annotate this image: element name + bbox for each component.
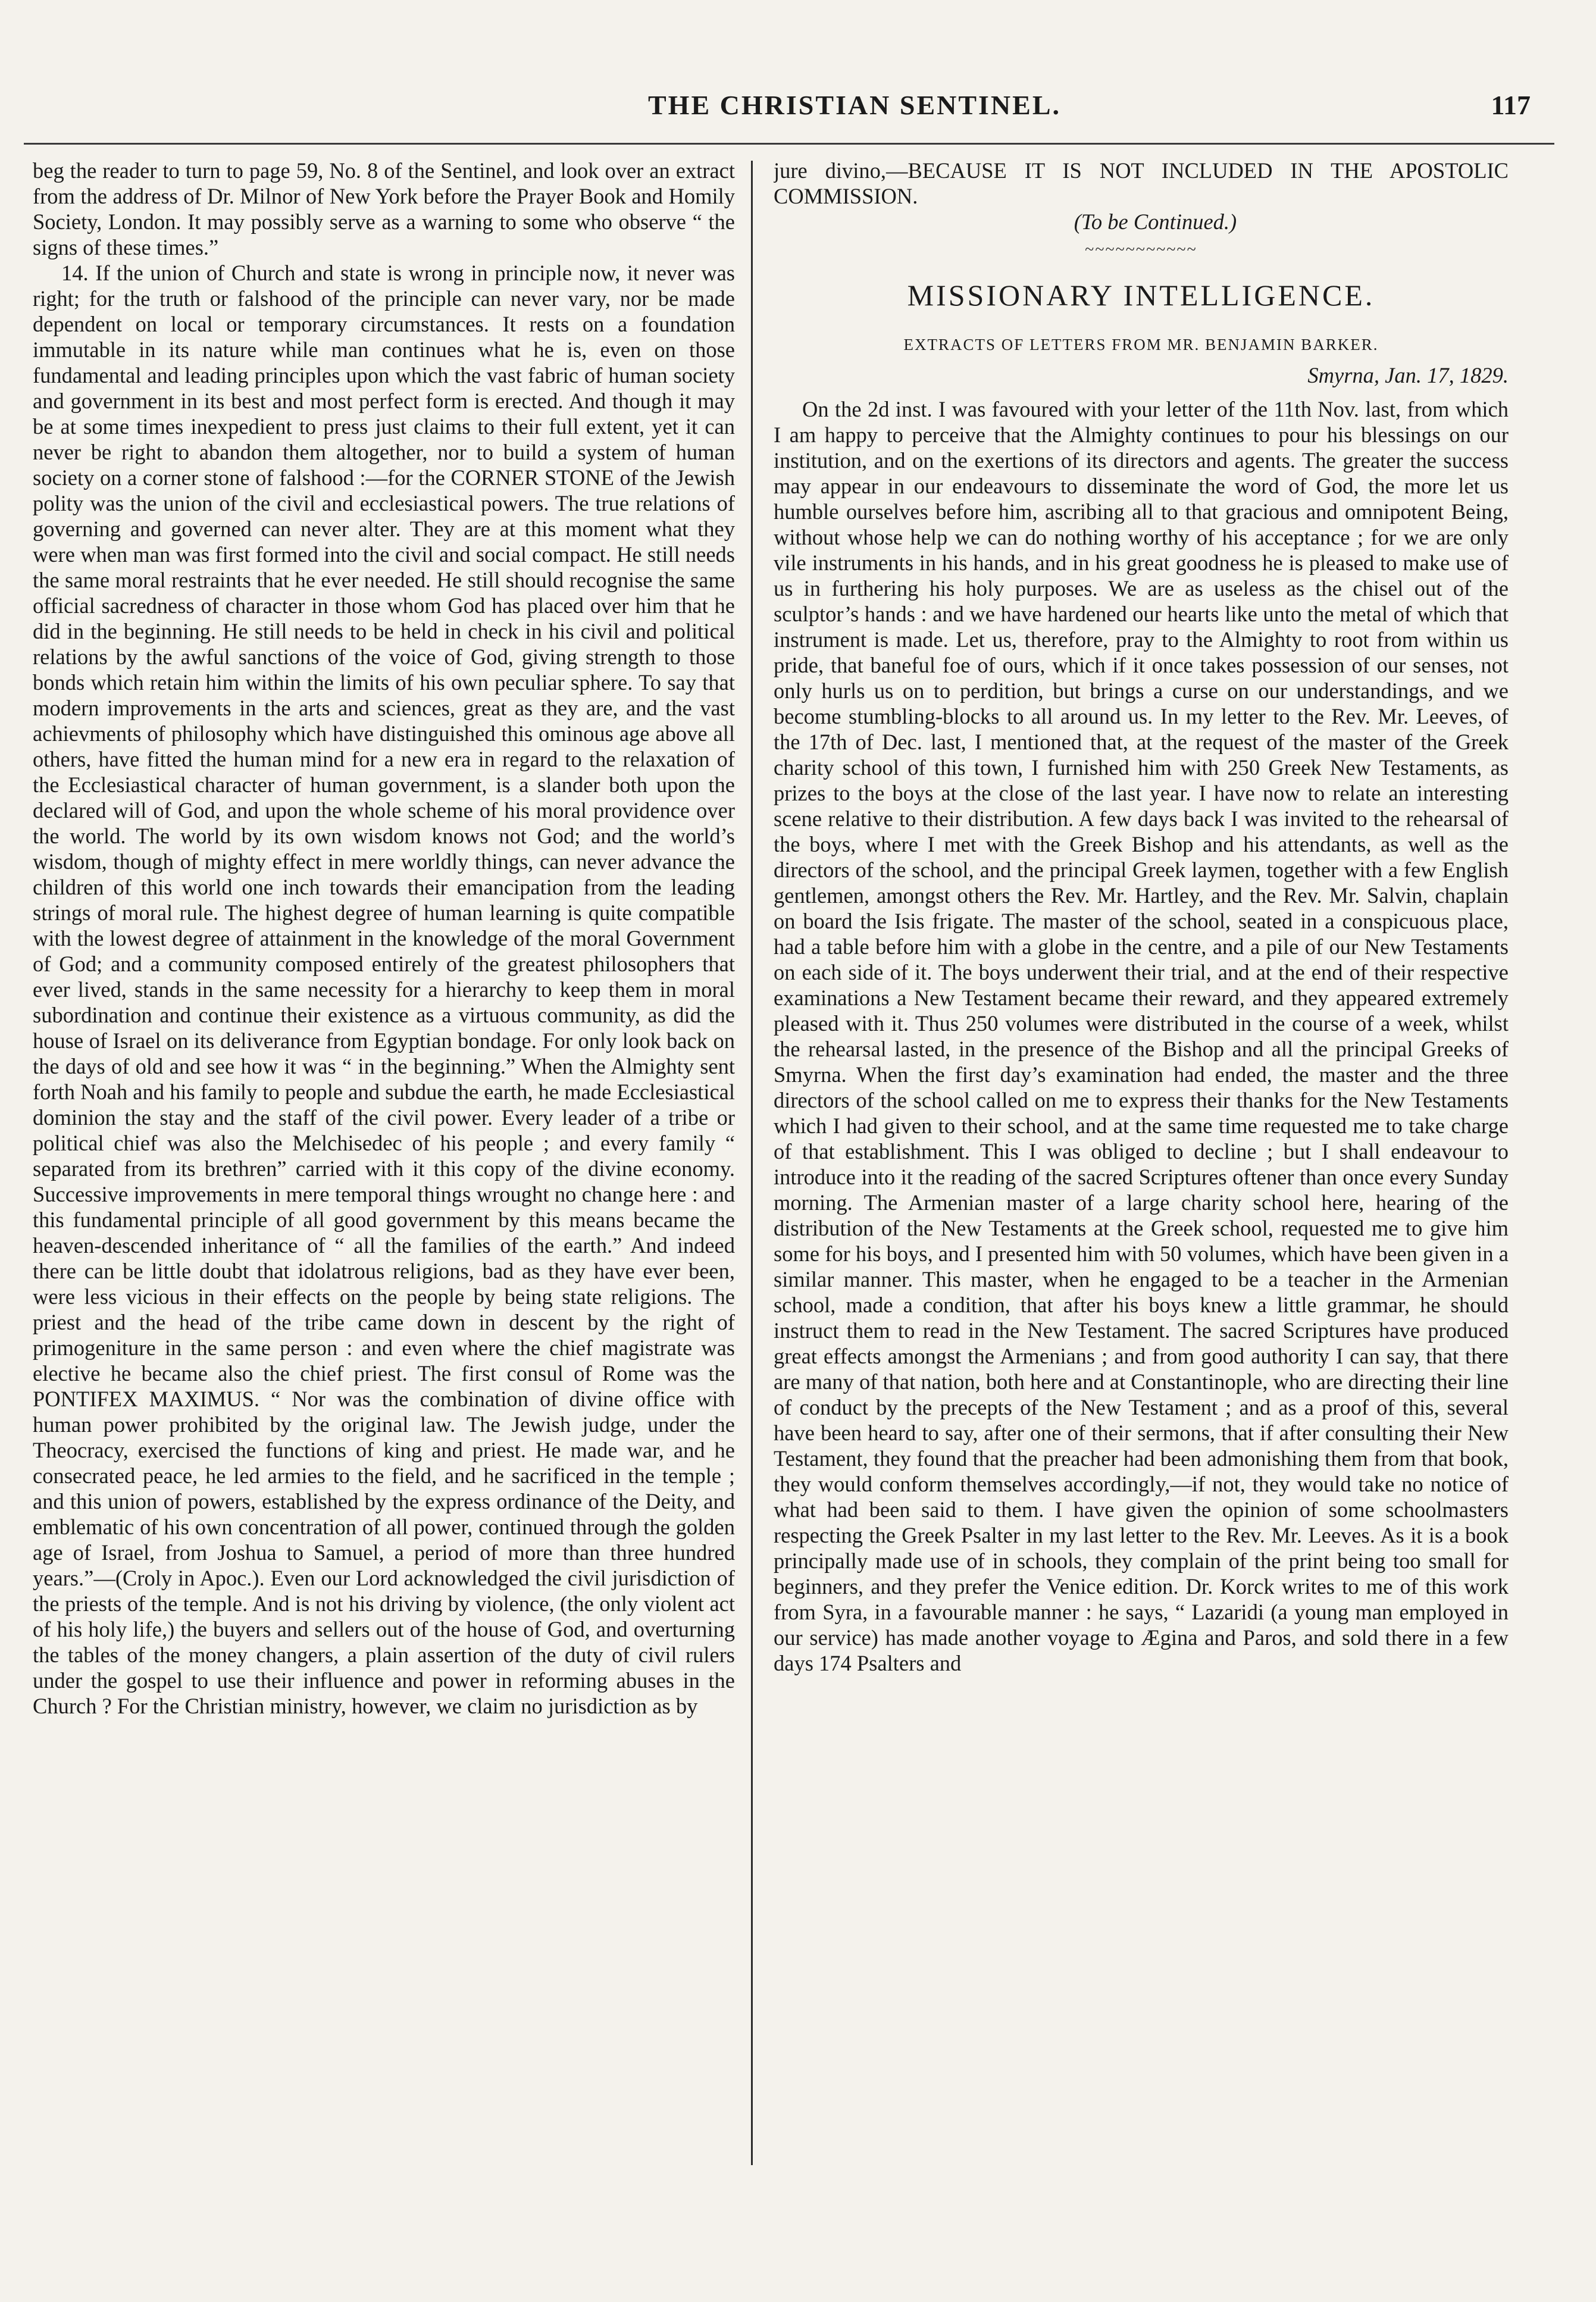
right-column: [774, 158, 1509, 2165]
left-paragraph-1: beg the reader to turn to page 59, No. 8 of the Sentinel, and look over an extract from the address of Dr. Milnor of New York before the Prayer Book and Homily Society, London. It may possibly serve as a warning to some who observe “ the signs of these times.”: [33, 158, 735, 259]
header-rule: [24, 143, 1554, 145]
to-be-continued: (To be Continued.): [1074, 209, 1237, 234]
column-divider: [751, 161, 753, 2165]
right-opening: jure divino,—BECAUSE IT IS NOT INCLUDED IN THE APOSTOLIC COMMISSION.: [774, 158, 1509, 208]
letter-body: On the 2d inst. I was favoured with your letter of the 11th Nov. last, from which I am happy to perceive that the Almighty continues to pour his blessings on our institution, and on the exertions of its directors and agents. The greater the success may appear in our endeavours to disseminate the word of God, the more let us humble ourselves before him, ascribing all to that gracious and omnipotent Being, without whose help we can do nothing worthy of his acceptance ; for we are only vile instruments in his hands, and in his great goodness he is pleased to make use of us in furthering his holy purposes. We are as useless as the chisel out of the sculptor’s hands : and we have hardened our hearts like unto the metal of which that instrument is made. Let us, therefore, pray to the Almighty to root from within us pride, that baneful foe of ours, which if it once takes possession of our senses, not only hurls us on to perdition, but brings a curse on our understandings, and we become stumbling-blocks to all around us. In my letter to the Rev. Mr. Leeves, of the 17th of Dec. last, I mentioned that, at the request of the master of the Greek charity school of this town, I furnished him with 250 Greek New Testaments, as prizes to the boys at the close of the last year. I have now to relate an interesting scene relative to their distribution. A few days back I was invited to the rehearsal of the boys, where I met with the Greek Bishop and his attendants, as well as the directors of the school, and the principal Greek laymen, together with a few English gentlemen, amongst others the Rev. Mr. Hartley, and the Rev. Mr. Salvin, chaplain on board the Isis frigate. The master of the school, seated in a conspicuous place, had a table before him with a globe in the centre, and a pile of our New Testaments on each side of it. The boys underwent their trial, and at the end of their respective examinations a New Testament became their reward, and they appeared extremely pleased with it. Thus 250 volumes were distributed in the course of a week, whilst the rehearsal lasted, in the presence of the Bishop and all the principal Greeks of Smyrna. When the first day’s examination had ended, the master and the three directors of the school called on me to express their thanks for the New Testaments which I had given to their school, and at the same time requested me to take charge of that establishment. This I was obliged to decline ; but I shall endeavour to introduce into it the reading of the sacred Scriptures oftener than once every Sunday morning. The Armenian master of a large charity school here, hearing of the distribution of the New Testaments at the Greek school, requested me to give him some for his boys, and I presented him with 50 volumes, which have been given in a similar manner. This master, when he engaged to be a teacher in the Armenian school, made a condition, that after his boys knew a little grammar, he should instruct them to read in the New Testament. The sacred Scriptures have produced great effects amongst the Armenians ; and from good authority I can say, that there are many of that nation, both here and at Constantinople, who are directing their line of conduct by the precepts of the New Testament ; and as a proof of this, several have been heard to say, after one of their sermons, that if after consulting their New Testament, they found that the preacher had been admonishing them from that book, they would conform themselves accordingly,—if not, they would take no notice of what had been said to them. I have given the opinion of some schoolmasters respecting the Greek Psalter in my last letter to the Rev. Mr. Leeves. As it is a book principally made use of in schools, they complain of the print being too small for beginners, and they prefer the Venice edition. Dr. Korck writes to me of this work from Syra, in a favourable manner : he says, “ Lazaridi (a young man employed in our service) has made another voyage to Ægina and Paros, and sold there in a few days 174 Psalters and: [774, 397, 1509, 1675]
letter-heading: EXTRACTS OF LETTERS FROM MR. BENJAMIN BARKER.: [903, 336, 1379, 354]
section-heading: MISSIONARY INTELLIGENCE.: [907, 279, 1375, 312]
page-number: 117: [1491, 90, 1531, 120]
running-head: [179, 89, 1531, 131]
dateline: Smyrna, Jan. 17, 1829.: [1307, 363, 1509, 387]
left-paragraph-2: 14. If the union of Church and state is wrong in principle now, it never was right; for the truth or falshood of the principle can never vary, nor be made dependent on local or temporary circumstances. It rests on a foundation immutable in its nature while man continues what he is, even on those fundamental and leading principles upon which the vast fabric of human society and government in its best and most perfect form is erected. And though it may be at some times inexpedient to press just claims to their full extent, yet it can never be right to abandon them altogether, nor to build a system of human society on a corner stone of falshood :—for the CORNER STONE of the Jewish polity was the union of the civil and ecclesiastical powers. The true relations of governing and governed can never alter. They are at this moment what they were when man was first formed into the civil and social compact. He still needs the same moral restraints that he ever needed. He still should recognise the same official sacredness of character in those whom God has placed over him that he did in the beginning. He still needs to be held in check in his civil and political relations by the awful sanctions of the voice of God, giving strength to those bonds which retain him within the limits of his own peculiar sphere. To say that modern improvements in the arts and sciences, great as they are, and the vast achievments of philosophy which have distinguished this ominous age above all others, have fitted the human mind for a new era in regard to the relaxation of the Ecclesiastical character of human government, is a slander both upon the declared will of God, and upon the whole scheme of his moral providence over the world. The world by its own wisdom knows not God; and the world’s wisdom, though of mighty effect in mere worldly things, can never advance the children of this world one inch towards their emancipation from the leading strings of moral rule. The highest degree of human learning is quite compatible with the lowest degree of attainment in the knowledge of the moral Government of God; and a community composed entirely of the greatest philosophers that ever lived, stands in the same necessity for a hierarchy to keep them in moral subordination and continue their existence as a virtuous community, as did the house of Israel on its deliverance from Egyptian bondage. For only look back on the days of old and see how it was “ in the beginning.” When the Almighty sent forth Noah and his family to people and subdue the earth, he made Ecclesiastical dominion the stay and the staff of the civil power. Every leader of a tribe or political chief was also the Melchisedec of his people ; and every family “ separated from its brethren” carried with it this copy of the divine economy. Successive improvements in mere temporal things wrought no change here : and this fundamental principle of all good government by this means became the heaven-descended inheritance of “ all the families of the earth.” And indeed there can be little doubt that idolatrous religions, bad as they have ever been, were less vicious in their effects on the people by being state religions. The priest and the head of the tribe came down in descent by the right of primogeniture in the same person : and even where the chief magistrate was elective he became also the chief priest. The first consul of Rome was the PONTIFEX MAXIMUS. “ Nor was the combination of divine office with human power prohibited by the original law. The Jewish judge, under the Theocracy, exercised the functions of king and priest. He made war, and he consecrated peace, he led armies to the field, and he sacrificed in the temple ; and this union of powers, established by the express ordinance of the Deity, and emblematic of his own concentration of all power, continued through the golden age of Israel, from Joshua to Samuel, a period of more than three hundred years.”—(Croly in Apoc.). Even our Lord acknowledged the civil jurisdiction of the priests of the temple. And is not his driving by violence, (the only violent act of his holy life,) the buyers and sellers out of the house of God, and overturning the tables of the money changers, a plain assertion of the duty of civil rulers under the gospel to use their influence and power in reforming abuses in the Church ? For the Christian ministry, however, we claim no jurisdiction as by: [33, 261, 735, 1718]
ornament-divider: ~~~~~~~~~~~: [1085, 240, 1197, 259]
left-column: [33, 158, 735, 2165]
page-title: THE CHRISTIAN SENTINEL.: [647, 90, 1062, 120]
